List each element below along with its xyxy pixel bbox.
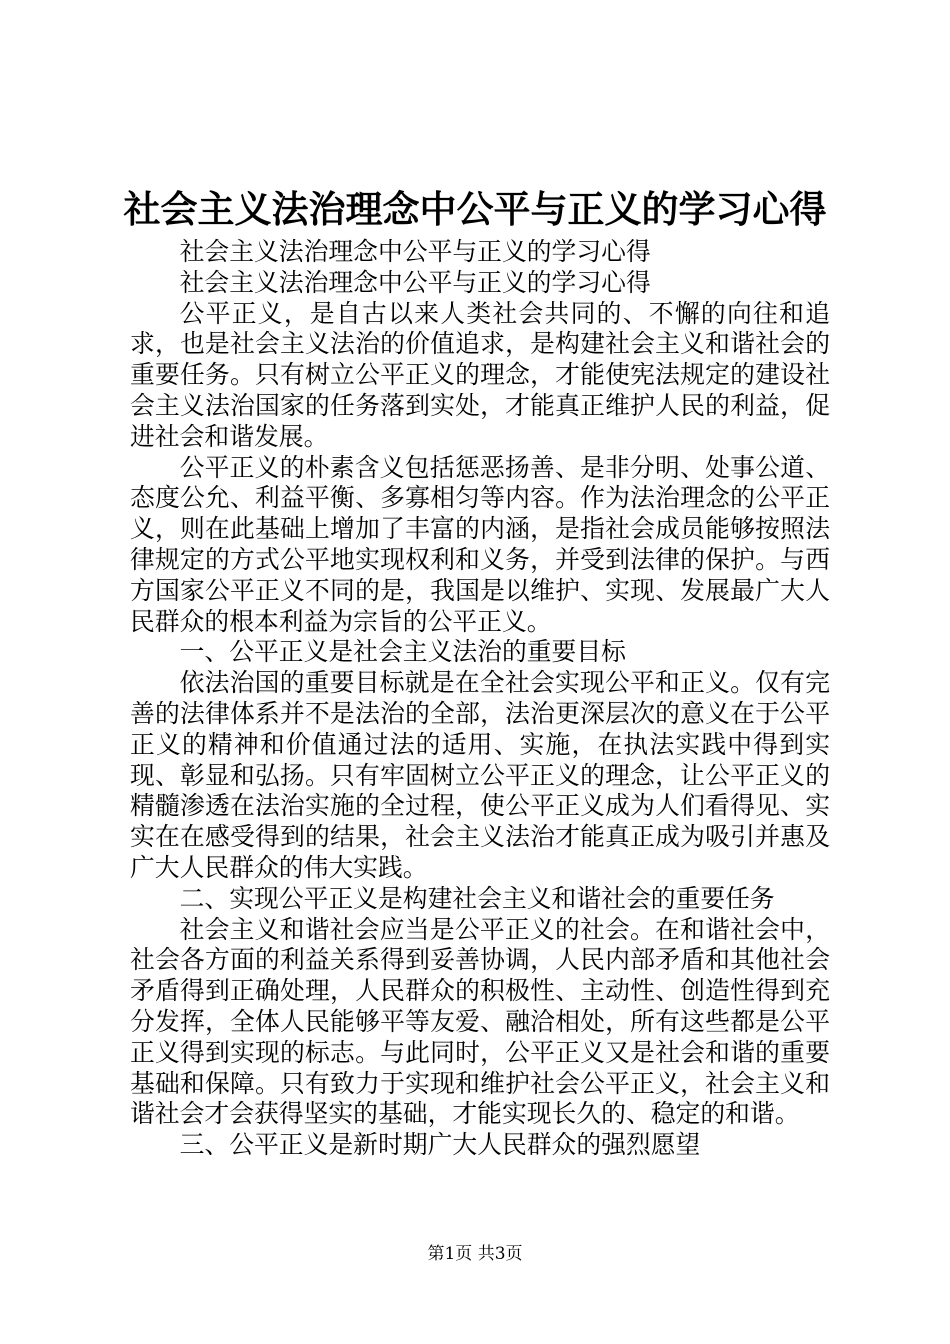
body-paragraph: 公平正义，是自古以来人类社会共同的、不懈的向往和追求，也是社会主义法治的价值追求，是构建社会主义和谐社会的重要任务。只有树立公平正义的理念，才能使宪法规定的建设社会主义法治国家的任务落到实处，才能真正维护人民的利益，促进社会和谐发展。 (130, 298, 830, 451)
section-heading-2: 二、实现公平正义是构建社会主义和谐社会的重要任务 (179, 883, 775, 913)
section-heading-3: 三、公平正义是新时期广大人民群众的强烈愿望 (179, 1130, 701, 1160)
heading-repeat-2: 社会主义法治理念中公平与正义的学习心得 (179, 267, 651, 297)
body-paragraph: 依法治国的重要目标就是在全社会实现公平和正义。仅有完善的法律体系并不是法治的全部，法治更深层次的意义在于公平正义的精神和价值通过法的适用、实施，在执法实践中得到实现、彰显和弘扬。只有牢固树立公平正义的理念，让公平正义的精髓渗透在法治实施的全过程，使公平正义成为人们看得见、实实在在感受得到的结果，社会主义法治才能真正成为吸引并惠及广大人民群众的伟大实践。 (130, 668, 830, 882)
body-paragraph: 社会主义和谐社会应当是公平正义的社会。在和谐社会中，社会各方面的利益关系得到妥善协调，人民内部矛盾和其他社会矛盾得到正确处理，人民群众的积极性、主动性、创造性得到充分发挥，全体人民能够平等友爱、融洽相处，所有这些都是公平正义得到实现的标志。与此同时，公平正义又是社会和谐的重要基础和保障。只有致力于实现和维护社会公平正义，社会主义和谐社会才会获得坚实的基础，才能实现长久的、稳定的和谐。 (130, 914, 830, 1129)
document-title: 社会主义法治理念中公平与正义的学习心得 (123, 187, 827, 231)
section-heading-1: 一、公平正义是社会主义法治的重要目标 (179, 637, 626, 667)
page-footer: 第1页 共3页 (427, 1244, 523, 1264)
document-body (130, 237, 830, 1161)
body-paragraph: 公平正义的朴素含义包括惩恶扬善、是非分明、处事公道、态度公允、利益平衡、多寡相匀等内容。作为法治理念的公平正义，则在此基础上增加了丰富的内涵，是指社会成员能够按照法律规定的方式公平地实现权利和义务，并受到法律的保护。与西方国家公平正义不同的是，我国是以维护、实现、发展最广大人民群众的根本利益为宗旨的公平正义。 (130, 452, 830, 636)
heading-repeat-1: 社会主义法治理念中公平与正义的学习心得 (179, 237, 651, 266)
